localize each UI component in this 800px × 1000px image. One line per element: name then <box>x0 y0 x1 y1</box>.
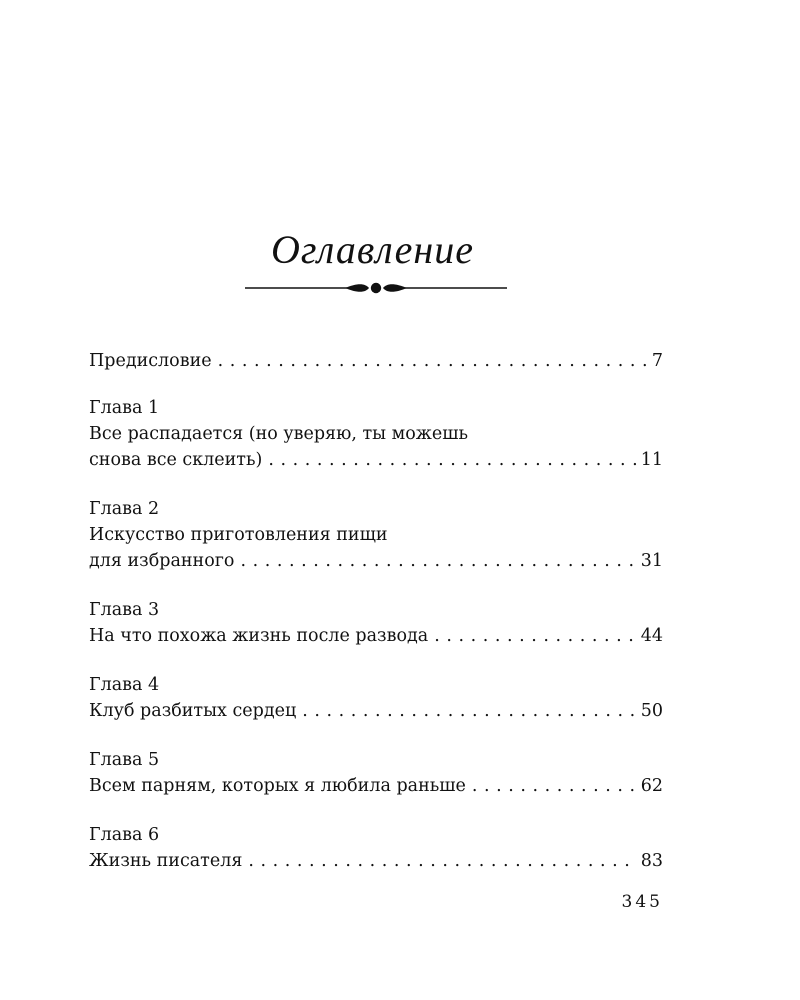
toc-line <box>89 548 663 574</box>
toc-entry-chapter-3 <box>89 597 663 649</box>
toc-entry-title: снова все склеить) <box>89 450 263 470</box>
chapter-label: Глава 3 <box>89 600 160 620</box>
chapter-label: Глава 4 <box>89 675 160 695</box>
toc-entry-title: Предисловие <box>89 351 212 371</box>
dot-leader <box>434 623 637 649</box>
toc-line <box>89 698 663 724</box>
dot-leader <box>240 548 636 574</box>
toc-title: Оглавление <box>270 227 475 272</box>
toc-line <box>89 848 663 874</box>
dot-leader <box>268 447 636 473</box>
toc-page-number: 50 <box>640 701 663 721</box>
page-number-folio: 345 <box>621 892 663 912</box>
toc-entry-title: На что похожа жизнь после развода <box>89 626 429 646</box>
toc-entry-chapter-4 <box>89 672 663 724</box>
toc-page-number: 62 <box>640 776 663 796</box>
toc-entry-title-line: Все распадается (но уверяю, ты можешь <box>89 424 469 444</box>
toc-page-number: 31 <box>640 551 663 571</box>
toc-page-number: 83 <box>640 851 663 871</box>
toc-entry-title: Всем парням, которых я любила раньше <box>89 776 466 796</box>
toc-line <box>89 348 663 374</box>
dot-leader <box>218 348 648 374</box>
dot-leader <box>472 773 637 799</box>
table-of-contents <box>89 348 663 897</box>
toc-line <box>89 773 663 799</box>
toc-entry-chapter-1 <box>89 395 663 473</box>
chapter-label: Глава 1 <box>89 398 160 418</box>
toc-line <box>89 623 663 649</box>
toc-page-number: 7 <box>651 351 663 371</box>
toc-page-number: 11 <box>640 450 663 470</box>
toc-line <box>89 447 663 473</box>
toc-entry-chapter-5 <box>89 747 663 799</box>
toc-entry-title: для избранного <box>89 551 235 571</box>
chapter-label: Глава 5 <box>89 750 160 770</box>
toc-entry-title: Жизнь писателя <box>89 851 243 871</box>
dot-leader <box>302 698 636 724</box>
dot-leader <box>248 848 636 874</box>
toc-entry-title-line: Искусство приготовления пищи <box>89 525 388 545</box>
chapter-label: Глава 6 <box>89 825 160 845</box>
toc-entry-title: Клуб разбитых сердец <box>89 701 297 721</box>
toc-entry-chapter-6 <box>89 822 663 874</box>
toc-entry-chapter-2 <box>89 496 663 574</box>
chapter-label: Глава 2 <box>89 499 160 519</box>
title-ornament <box>245 280 507 296</box>
toc-page-number: 44 <box>640 626 663 646</box>
toc-entry-preface <box>89 348 663 374</box>
